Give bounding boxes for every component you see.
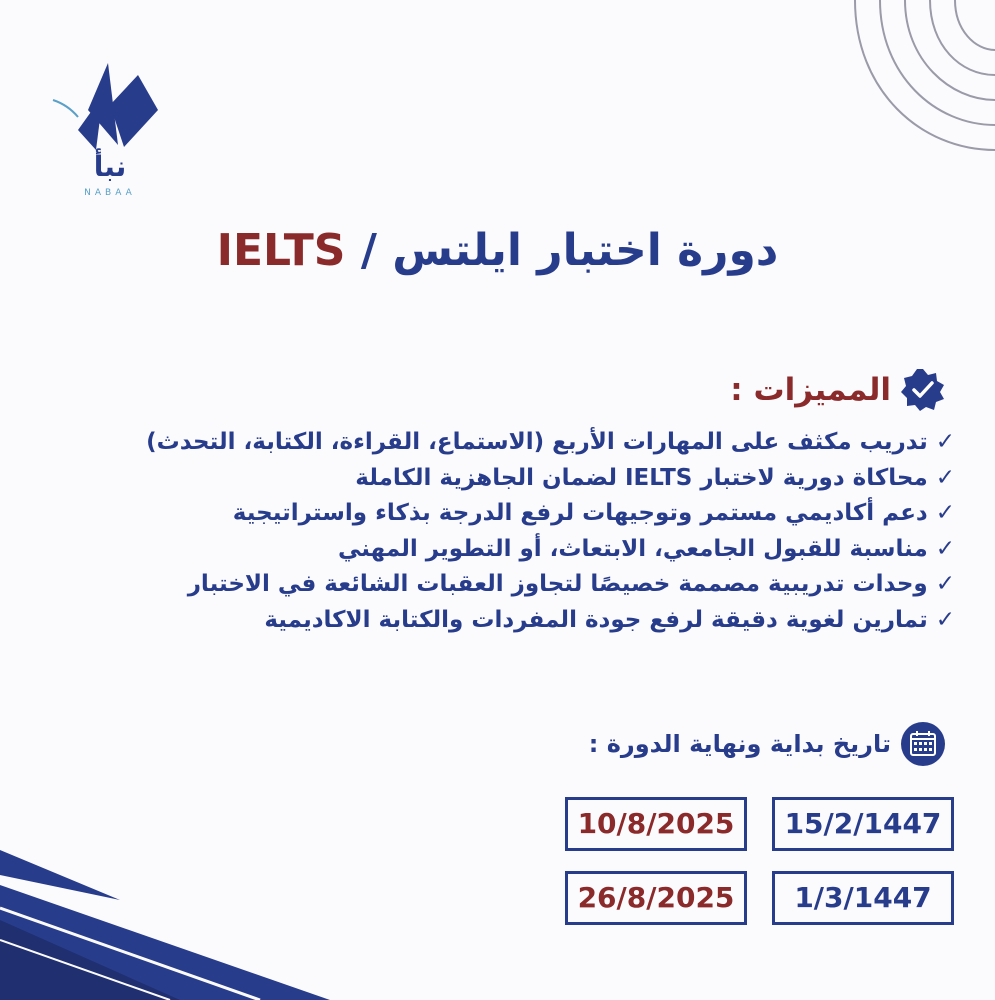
logo-english-text: NABAA — [84, 188, 136, 198]
check-icon: ✓ — [935, 464, 955, 491]
dates-heading — [589, 722, 945, 766]
check-icon: ✓ — [935, 606, 955, 633]
feature-item: ✓وحدات تدريبية مصممة خصيصًا لتجاوز العقبات الشائعة في الاختبار — [187, 571, 955, 597]
feature-item: ✓محاكاة دورية لاختبار IELTS لضمان الجاهزية الكاملة — [355, 464, 955, 491]
features-heading-text: المميزات : — [730, 372, 891, 408]
decorative-arcs — [840, 0, 995, 200]
feature-item: ✓مناسبة للقبول الجامعي، الابتعاث، أو التطوير المهني — [338, 535, 955, 562]
features-list — [45, 425, 955, 638]
check-icon: ✓ — [935, 429, 955, 455]
features-heading — [730, 368, 945, 412]
title-accent: IELTS — [216, 225, 346, 276]
page-title — [0, 225, 995, 276]
calendar-icon — [901, 722, 945, 766]
check-icon: ✓ — [935, 571, 955, 597]
check-icon: ✓ — [935, 535, 955, 562]
check-icon: ✓ — [935, 500, 955, 526]
verified-badge-icon — [901, 368, 945, 412]
feature-item: ✓دعم أكاديمي مستمر وتوجيهات لرفع الدرجة بذكاء واستراتيجية — [232, 500, 955, 526]
title-main: دورة اختبار ايلتس / — [345, 225, 779, 276]
feature-item: ✓تدريب مكثف على المهارات الأربع (الاستماع، القراءة، الكتابة، التحدث) — [146, 429, 955, 455]
start-date-hijri: 15/2/1447 — [772, 797, 954, 851]
end-date-hijri: 1/3/1447 — [772, 871, 954, 925]
end-date-gregorian: 26/8/2025 — [565, 871, 747, 925]
feature-item: ✓تمارين لغوية دقيقة لرفع جودة المفردات والكتابة الاكاديمية — [264, 606, 955, 633]
start-date-gregorian: 10/8/2025 — [565, 797, 747, 851]
logo-arabic-text: نبأ — [93, 150, 127, 183]
decorative-stripes — [0, 840, 340, 1000]
dates-heading-text: تاريخ بداية ونهاية الدورة : — [588, 730, 891, 758]
